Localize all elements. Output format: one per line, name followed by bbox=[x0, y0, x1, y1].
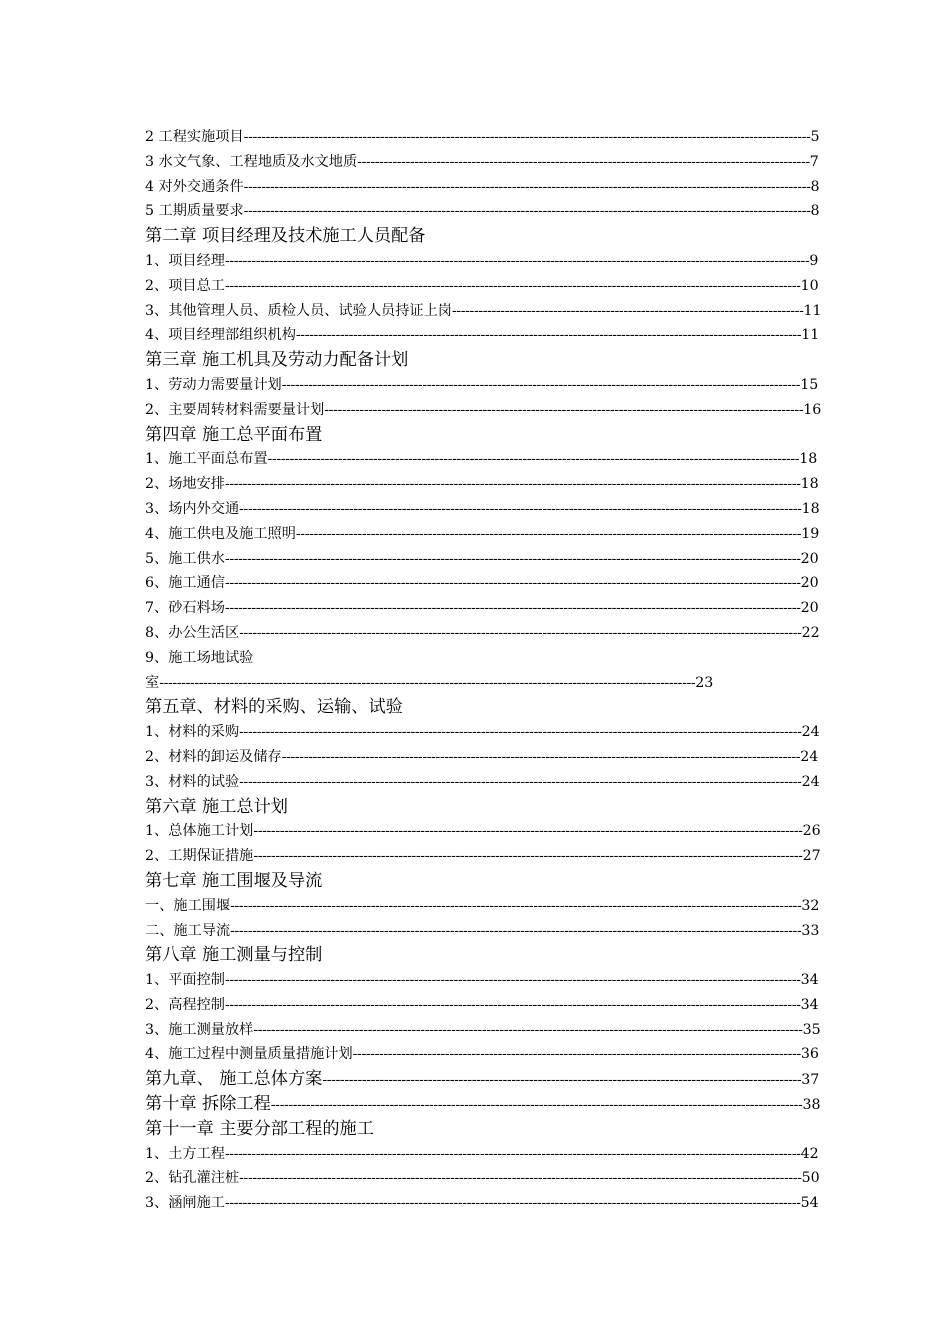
dot-leader: ------------------------------------------------------------------------------------------------------------------------------------- bbox=[224, 252, 810, 269]
page-number: 20 bbox=[800, 550, 819, 567]
toc-entry bbox=[145, 720, 820, 745]
chapter-heading bbox=[145, 869, 810, 894]
dot-leader: ----------------------------------------------------------------------------------------------------------------------------- bbox=[253, 823, 803, 840]
toc-entry bbox=[145, 547, 819, 572]
page-number: 18 bbox=[800, 476, 819, 493]
dot-leader: ----------------------------------------------------------------------------------------------------------------------------------- bbox=[224, 575, 801, 592]
page-number: 20 bbox=[800, 600, 819, 617]
toc-entry bbox=[145, 497, 820, 522]
entry-title: 3、其他管理人员、质检人员、试验人员持证上岗 bbox=[145, 302, 452, 319]
page-number: 35 bbox=[802, 1021, 821, 1038]
chapter-heading bbox=[145, 1117, 810, 1142]
entry-title: 7、砂石料场 bbox=[145, 600, 225, 617]
dot-leader: ----------------------------------------------------------------------------------------------------------------------------------- bbox=[224, 1195, 801, 1212]
dot-leader: ----------------------------------------------------------------------------------------------------------------------------------- bbox=[224, 277, 801, 294]
page-number: 11 bbox=[803, 302, 822, 319]
entry-title: 第八章 施工测量与控制 bbox=[145, 945, 323, 966]
toc-entry bbox=[145, 125, 820, 150]
entry-title: 4、施工供电及施工照明 bbox=[145, 525, 296, 542]
page-number: 23 bbox=[695, 674, 714, 691]
page-number: 7 bbox=[809, 153, 819, 170]
dot-leader: ------------------------------------------------------------------------------------------------------- bbox=[357, 153, 810, 170]
entry-title: 4、项目经理部组织机构 bbox=[145, 327, 296, 344]
entry-title: 3、场内外交通 bbox=[145, 500, 240, 517]
toc-entry bbox=[145, 1092, 821, 1117]
toc-entry bbox=[145, 249, 819, 274]
page-number: 37 bbox=[801, 1072, 820, 1089]
dot-leader: -------------------------------------------------------------------------------------------------------------------------------- bbox=[239, 773, 802, 790]
page-number: 19 bbox=[801, 525, 820, 542]
entry-title: 1、土方工程 bbox=[145, 1145, 225, 1162]
page-number: 24 bbox=[801, 724, 820, 741]
dot-leader: ----------------------------------------------------------------------------------------------------------------------------- bbox=[253, 1021, 803, 1038]
dot-leader: -------------------------------------------------------------------------------- bbox=[451, 302, 804, 319]
toc-entry bbox=[145, 1142, 819, 1167]
toc-entry bbox=[145, 199, 820, 224]
entry-title: 第十一章 主要分部工程的施工 bbox=[145, 1118, 374, 1139]
dot-leader: ----------------------------------------------------------------------------------------------------------------------------------- bbox=[224, 1145, 801, 1162]
toc-entry bbox=[145, 596, 819, 621]
dot-leader: -------------------------------------------------------------------------------------------------------------------------- bbox=[159, 674, 696, 691]
entry-title: 5 工期质量要求 bbox=[145, 203, 244, 220]
entry-title: 1、劳动力需要量计划 bbox=[145, 376, 282, 393]
toc-entry bbox=[145, 1067, 820, 1092]
dot-leader: ----------------------------------------------------------------------------------------------------------------------------------- bbox=[224, 972, 801, 989]
toc-entry bbox=[145, 447, 818, 472]
entry-title: 第五章、材料的采购、运输、试验 bbox=[145, 697, 403, 718]
entry-title: 2、工期保证措施 bbox=[145, 848, 254, 865]
dot-leader: -------------------------------------------------------------------------------------------------------------------------------- bbox=[239, 500, 802, 517]
toc-entry bbox=[145, 819, 821, 844]
entry-title: 一、施工围堰 bbox=[145, 897, 231, 914]
entry-title: 4 对外交通条件 bbox=[145, 178, 244, 195]
page-number: 5 bbox=[810, 129, 820, 145]
page-number: 26 bbox=[802, 823, 821, 840]
entry-title: 6、施工通信 bbox=[145, 575, 225, 592]
toc-entry bbox=[145, 150, 819, 175]
page-number: 27 bbox=[802, 848, 821, 865]
entry-title: 2、主要周转材料需要量计划 bbox=[145, 401, 325, 418]
entry-title: 9、施工场地试验 bbox=[145, 649, 254, 666]
page-number: 24 bbox=[800, 748, 819, 765]
entry-title: 5、施工供水 bbox=[145, 550, 225, 567]
page-number: 34 bbox=[800, 996, 819, 1013]
toc-entry bbox=[145, 646, 810, 671]
toc-entry bbox=[145, 745, 819, 770]
entry-title: 3、涵闸施工 bbox=[145, 1195, 225, 1212]
dot-leader: ------------------------------------------------------------------------------------------------------------- bbox=[324, 401, 804, 418]
page-number: 11 bbox=[801, 327, 820, 344]
toc-entry bbox=[145, 1166, 820, 1191]
dot-leader: ------------------------------------------------------------------------------------------------------ bbox=[352, 1046, 801, 1063]
chapter-heading bbox=[145, 348, 810, 373]
chapter-heading bbox=[145, 224, 810, 249]
dot-leader: ----------------------------------------------------------------------------------------------------------------------------------- bbox=[224, 600, 801, 617]
toc-entry bbox=[145, 993, 819, 1018]
toc-entry bbox=[145, 1018, 821, 1043]
dot-leader: ------------------------------------------------------------------------------------------------------------------- bbox=[295, 327, 802, 344]
entry-title: 1、施工平面总布置 bbox=[145, 451, 268, 468]
page-number: 50 bbox=[801, 1170, 820, 1187]
entry-title: 二、施工导流 bbox=[145, 922, 231, 939]
dot-leader: ----------------------------------------------------------------------------------------------------------------------------------- bbox=[224, 476, 801, 493]
toc-entry bbox=[145, 571, 819, 596]
dot-leader: ------------------------------------------------------------------------------------------------------------- bbox=[322, 1072, 802, 1089]
dot-leader: ------------------------------------------------------------------------------------------------------------------------- bbox=[267, 451, 800, 468]
entry-title: 1、材料的采购 bbox=[145, 724, 240, 741]
dot-leader: --------------------------------------------------------------------------------------------------------------------------------- bbox=[243, 203, 811, 220]
page-number: 8 bbox=[810, 203, 820, 220]
chapter-heading bbox=[145, 695, 810, 720]
page-number: 34 bbox=[800, 972, 819, 989]
dot-leader: ------------------------------------------------------------------------------------------------------------------------- bbox=[270, 1097, 803, 1114]
toc-entry bbox=[145, 894, 820, 919]
dot-leader: ----------------------------------------------------------------------------------------------------------------------------------- bbox=[224, 996, 801, 1013]
entry-title: 4、施工过程中测量质量措施计划 bbox=[145, 1046, 353, 1063]
entry-title: 3、施工测量放样 bbox=[145, 1021, 254, 1038]
toc-entry bbox=[145, 770, 820, 795]
page-number: 15 bbox=[800, 376, 819, 393]
entry-title: 1、项目经理 bbox=[145, 252, 225, 269]
page-number: 33 bbox=[801, 922, 820, 939]
page-number: 22 bbox=[801, 624, 820, 641]
toc-entry bbox=[145, 274, 819, 299]
dot-leader: ------------------------------------------------------------------------------------------------------------------- bbox=[295, 525, 802, 542]
page-number: 18 bbox=[801, 500, 820, 517]
entry-title: 2、场地安排 bbox=[145, 476, 225, 493]
page-number: 16 bbox=[803, 401, 822, 418]
toc-entry bbox=[145, 1191, 819, 1216]
entry-title: 室 bbox=[145, 674, 160, 691]
page-number: 24 bbox=[801, 773, 820, 790]
chapter-heading bbox=[145, 943, 810, 968]
dot-leader: -------------------------------------------------------------------------------------------------------------------------------- bbox=[239, 1170, 802, 1187]
entry-title: 第三章 施工机具及劳动力配备计划 bbox=[145, 350, 409, 371]
dot-leader: ---------------------------------------------------------------------------------------------------------------------- bbox=[281, 376, 801, 393]
dot-leader: ---------------------------------------------------------------------------------------------------------------------- bbox=[281, 748, 801, 765]
page-number: 36 bbox=[800, 1046, 819, 1063]
toc-entry bbox=[145, 621, 820, 646]
entry-title: 第十章 拆除工程 bbox=[145, 1094, 271, 1115]
toc-entry bbox=[145, 323, 820, 348]
dot-leader: ----------------------------------------------------------------------------------------------------------------------------- bbox=[253, 848, 803, 865]
page-number: 20 bbox=[800, 575, 819, 592]
toc-entry bbox=[145, 522, 820, 547]
page-number: 8 bbox=[810, 178, 820, 195]
toc-entry bbox=[145, 1042, 819, 1067]
entry-title: 2、钻孔灌注桩 bbox=[145, 1170, 240, 1187]
page-number: 32 bbox=[801, 897, 820, 914]
entry-title: 第六章 施工总计划 bbox=[145, 796, 288, 817]
dot-leader: --------------------------------------------------------------------------------------------------------------------------------- bbox=[243, 178, 811, 195]
chapter-heading bbox=[145, 423, 810, 448]
toc-entry bbox=[145, 175, 820, 200]
toc-entry bbox=[145, 373, 819, 398]
dot-leader: -------------------------------------------------------------------------------------------------------------------------------- bbox=[239, 624, 802, 641]
toc-entry bbox=[145, 472, 819, 497]
page-number: 42 bbox=[800, 1145, 819, 1162]
entry-title: 3 水文气象、工程地质及水文地质 bbox=[145, 153, 358, 170]
page-number: 10 bbox=[800, 277, 819, 294]
entry-title: 8、办公生活区 bbox=[145, 624, 240, 641]
entry-title: 1、平面控制 bbox=[145, 972, 225, 989]
entry-title: 2、高程控制 bbox=[145, 996, 225, 1013]
page-number: 38 bbox=[802, 1097, 821, 1114]
entry-title: 第七章 施工围堰及导流 bbox=[145, 870, 323, 891]
toc-entry bbox=[145, 919, 820, 944]
entry-title: 第九章、 施工总体方案 bbox=[145, 1069, 323, 1090]
dot-leader: ---------------------------------------------------------------------------------------------------------------------------------- bbox=[230, 922, 802, 939]
entry-title: 2 工程实施项目 bbox=[145, 129, 244, 145]
dot-leader: --------------------------------------------------------------------------------------------------------------------------------- bbox=[243, 129, 811, 145]
toc-entry bbox=[145, 398, 822, 423]
toc-entry bbox=[145, 671, 810, 696]
entry-title: 1、总体施工计划 bbox=[145, 823, 254, 840]
toc-entry bbox=[145, 844, 821, 869]
entry-title: 第二章 项目经理及技术施工人员配备 bbox=[145, 226, 426, 247]
page-number: 54 bbox=[800, 1195, 819, 1212]
page-number: 18 bbox=[799, 451, 818, 468]
entry-title: 2、项目总工 bbox=[145, 277, 225, 294]
dot-leader: -------------------------------------------------------------------------------------------------------------------------------- bbox=[239, 724, 802, 741]
table-of-contents bbox=[145, 125, 822, 1216]
entry-title: 2、材料的卸运及储存 bbox=[145, 748, 282, 765]
page-number: 9 bbox=[809, 252, 819, 269]
chapter-heading bbox=[145, 795, 810, 820]
dot-leader: ----------------------------------------------------------------------------------------------------------------------------------- bbox=[224, 550, 801, 567]
entry-title: 第四章 施工总平面布置 bbox=[145, 424, 323, 445]
entry-title: 3、材料的试验 bbox=[145, 773, 240, 790]
dot-leader: ---------------------------------------------------------------------------------------------------------------------------------- bbox=[230, 897, 802, 914]
toc-entry bbox=[145, 299, 822, 324]
toc-entry bbox=[145, 968, 819, 993]
